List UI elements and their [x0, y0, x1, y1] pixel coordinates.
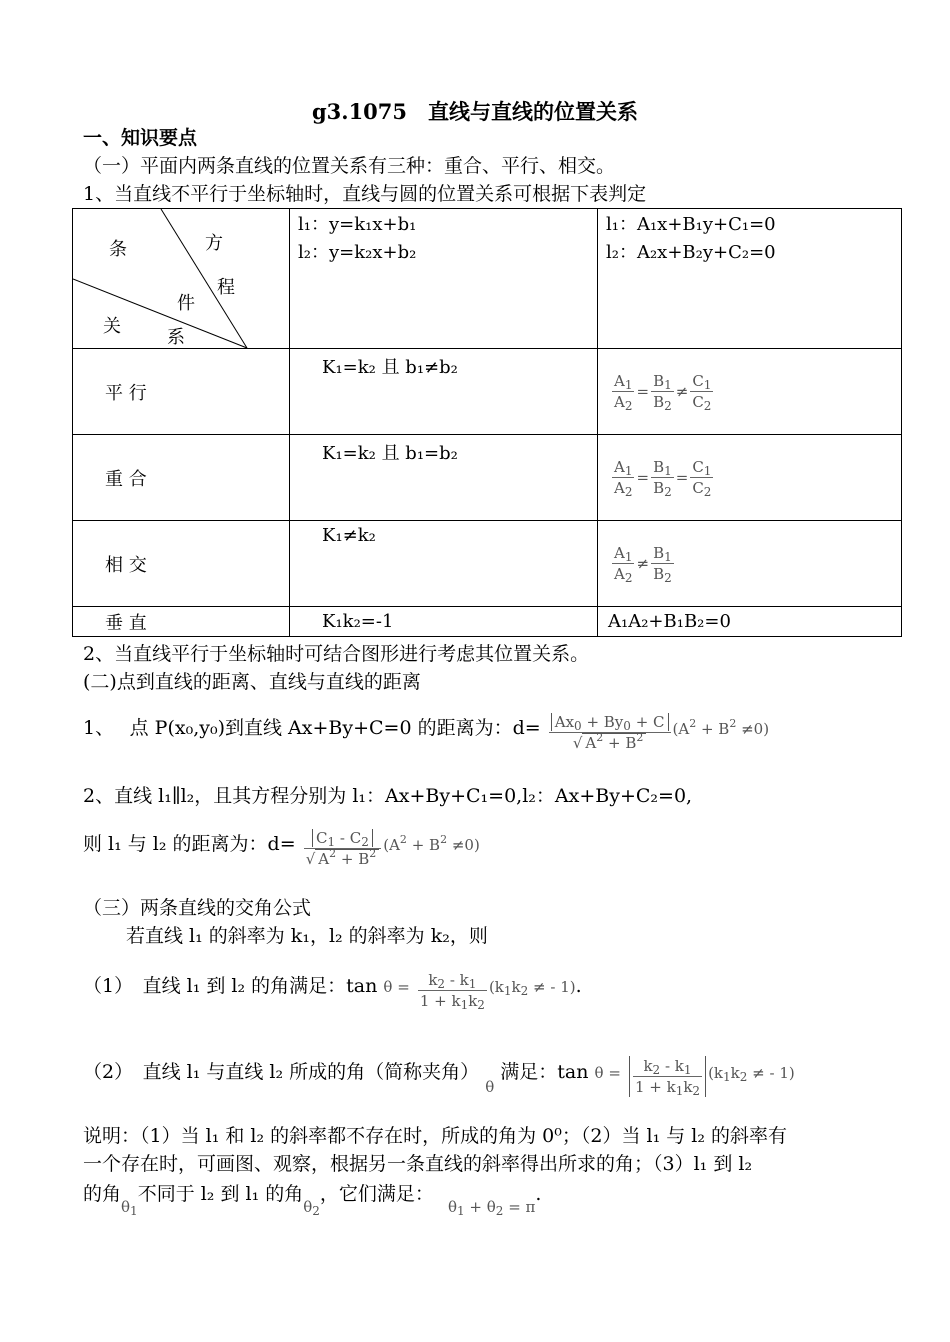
general-form-l1: l₁：A₁x+B₁y+C₁=0 — [606, 214, 776, 235]
included-angle-line: （2） 直线 l₁ 与直线 l₂ 所成的角（简称夹角） $_\theta$ 满足：tan θ = $\frac{k_2 - k_1}{1 + k_1k_2}$ ($k_1k_2$ ≠ - 1) — [83, 1057, 795, 1098]
table-row-intersect — [73, 521, 902, 607]
slope-form-header — [290, 209, 598, 349]
paragraph-axis-parallel: 2、当直线平行于坐标轴时可结合图形进行考虑其位置关系。 — [83, 643, 590, 665]
table-row-coincide — [73, 435, 902, 521]
included-angle-text: （2） 直线 l₁ 与直线 l₂ 所成的角（简称夹角） — [83, 1061, 480, 1083]
row-cond-parallel: K₁=k₂ 且 b₁≠b₂ — [290, 349, 598, 435]
included-angle-tail: 满足：tan — [500, 1061, 589, 1083]
header-char-tiao: 条 — [109, 239, 127, 260]
parallel-line-distance: 则 l₁ 与 l₂ 的距离为：d= $\frac{C_1 - C_2}{√ A^2 + B^2}$ $(A^2 + B^2 \ne 0)$ — [83, 829, 480, 868]
header-char-fang: 方 — [205, 233, 223, 254]
row-label-coincide: 重 合 — [73, 435, 290, 521]
section-heading-knowledge: 一、知识要点 — [83, 127, 198, 149]
parallel-line-distance-text: 则 l₁ 与 l₂ 的距离为：d= — [83, 833, 296, 855]
note-line-3: 的角$_{\theta_1}$不同于 l₂ 到 l₁ 的角$_{\theta_2}$，它们满足： $_{\theta_1 + \theta_2 = \pi}$. — [83, 1183, 542, 1218]
row-cond-perpendicular: K₁k₂=-1 — [290, 607, 598, 637]
note-line-3-part-c: ，它们满足： — [319, 1183, 434, 1205]
row-label-parallel: 平 行 — [73, 349, 290, 435]
parallel-lines-equations: 2、直线 l₁∥l₂，且其方程分别为 l₁：Ax+By+C₁=0,l₂：Ax+By+C₂=0, — [83, 785, 693, 807]
slope-form-l2: l₂：y=k₂x+b₂ — [298, 242, 417, 263]
included-angle-formula: $\frac{k_2 - k_1}{1 + k_1k_2}$ — [629, 1056, 706, 1097]
table-diagonal-header — [73, 209, 290, 349]
row-general-intersect: $\frac{A_1}{A_2}$ ≠ $\frac{B_1}{B_2}$ — [598, 521, 902, 607]
slope-statement: 若直线 l₁ 的斜率为 k₁，l₂ 的斜率为 k₂，则 — [126, 925, 488, 947]
note-line-3-part-a: 的角 — [83, 1183, 122, 1205]
header-char-jian: 件 — [177, 293, 195, 314]
section-heading-angle: （三）两条直线的交角公式 — [83, 897, 312, 919]
directed-angle-formula: $\frac{k_2 - k_1}{1 + k_1k_2}$ — [419, 971, 485, 1012]
header-char-cheng: 程 — [217, 277, 235, 298]
parallel-line-distance-formula: $\frac{C_1 - C_2}{√ A^2 + B^2}$ — [304, 828, 382, 869]
row-cond-intersect: K₁≠k₂ — [290, 521, 598, 607]
general-form-l2: l₂：A₂x+B₂y+C₂=0 — [606, 242, 776, 263]
row-label-perpendicular: 垂 直 — [73, 607, 290, 637]
header-char-xi: 系 — [167, 327, 185, 348]
directed-angle-text: （1） 直线 l₁ 到 l₂ 的角满足：tan — [83, 975, 378, 997]
paragraph-table-intro: 1、当直线不平行于坐标轴时，直线与圆的位置关系可根据下表判定 — [83, 183, 647, 205]
relation-table — [72, 208, 902, 637]
note-line-2: 一个存在时，可画图、观察，根据另一条直线的斜率得出所求的角；（3）l₁ 到 l₂ — [83, 1153, 753, 1175]
row-label-intersect: 相 交 — [73, 521, 290, 607]
point-line-distance-formula: $\frac{Ax_0 + By_0 + C}{√ A^2 + B^2}$ — [549, 712, 671, 753]
paragraph-three-relations: （一）平面内两条直线的位置关系有三种：重合、平行、相交。 — [83, 155, 616, 177]
table-row-perpendicular — [73, 607, 902, 637]
row-general-coincide: $\frac{A_1}{A_2}$ = $\frac{B_1}{B_2}$ = $\frac{C_1}{C_2}$ — [598, 435, 902, 521]
table-row-parallel — [73, 349, 902, 435]
row-general-perpendicular: A₁A₂+B₁B₂=0 — [598, 607, 902, 637]
note-line-3-part-b: 不同于 l₂ 到 l₁ 的角 — [137, 1183, 304, 1205]
header-char-guan: 关 — [103, 316, 121, 337]
directed-angle-line: （1） 直线 l₁ 到 l₂ 的角满足：tan θ = $\frac{k_2 - k_1}{1 + k_1k_2}$ ($k_1k_2$ ≠ - 1). — [83, 971, 582, 1012]
row-general-parallel: $\frac{A_1}{A_2}$ = $\frac{B_1}{B_2}$ ≠ $\frac{C_1}{C_2}$ — [598, 349, 902, 435]
point-line-distance: 1、 点 P(x₀,y₀)到直线 Ax+By+C=0 的距离为：d= $\frac{Ax_0 + By_0 + C}{√ A^2 + B^2}$ $(A^2 + B^2 \ne 0)$ — [83, 713, 770, 752]
note-line-1: 说明：（1）当 l₁ 和 l₂ 的斜率都不存在时，所成的角为 0⁰；（2）当 l₁ 与 l₂ 的斜率有 — [83, 1125, 788, 1147]
row-cond-coincide: K₁=k₂ 且 b₁=b₂ — [290, 435, 598, 521]
section-heading-distance: (二)点到直线的距离、直线与直线的距离 — [83, 671, 421, 693]
general-form-header — [598, 209, 902, 349]
slope-form-l1: l₁：y=k₁x+b₁ — [298, 214, 417, 235]
page-title: g3.1075 直线与直线的位置关系 — [311, 99, 639, 124]
point-line-distance-text: 1、 点 P(x₀,y₀)到直线 Ax+By+C=0 的距离为：d= — [83, 717, 541, 739]
